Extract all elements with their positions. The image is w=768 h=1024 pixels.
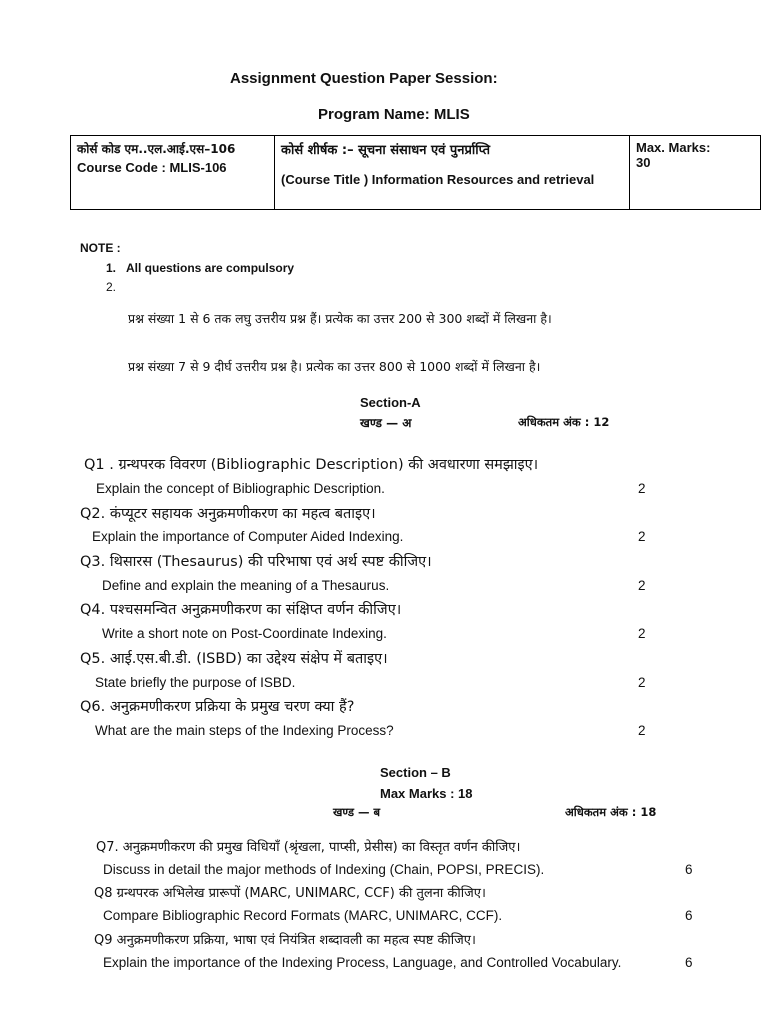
max-marks-value: 30 bbox=[636, 155, 651, 170]
question-1-english: Explain the concept of Bibliographic Description. bbox=[96, 481, 385, 496]
question-6-marks: 2 bbox=[638, 723, 646, 738]
section-a-max-marks: अधिकतम अंक : 12 bbox=[518, 415, 610, 429]
course-title-english: (Course Title ) Information Resources and retrieval bbox=[281, 172, 595, 187]
question-3-marks: 2 bbox=[638, 578, 646, 593]
question-2-marks: 2 bbox=[638, 529, 646, 544]
section-b-max-marks-english: Max Marks : 18 bbox=[380, 786, 473, 801]
paper-title: Assignment Question Paper Session: bbox=[230, 70, 498, 87]
question-5-marks: 2 bbox=[638, 675, 646, 690]
course-code-english: Course Code : MLIS-106 bbox=[77, 160, 227, 175]
note-short-answer-instruction: प्रश्न संख्या 1 से 6 तक लघु उत्तरीय प्रश्न हैं। प्रत्येक का उत्तर 200 से 300 शब्दों में लिखना है। bbox=[128, 311, 552, 326]
question-2-hindi: Q2. कंप्यूटर सहायक अनुक्रमणीकरण का महत्व बताइए। bbox=[80, 506, 376, 522]
question-7-english: Discuss in detail the major methods of Indexing (Chain, POPSI, PRECIS). bbox=[103, 862, 545, 877]
question-3-hindi: Q3. थिसारस (Thesaurus) की परिभाषा एवं अर्थ स्पष्ट कीजिए। bbox=[80, 554, 432, 570]
program-name: Program Name: MLIS bbox=[318, 106, 470, 123]
section-b-max-marks: अधिकतम अंक : 18 bbox=[565, 805, 657, 819]
section-b-khand: खण्ड — ब bbox=[333, 805, 381, 819]
course-code-hindi: कोर्स कोड एम..एल.आई.एस–106 bbox=[77, 142, 236, 156]
question-1-hindi: Q1 . ग्रन्थपरक विवरण (Bibliographic Description) की अवधारणा समझाइए। bbox=[84, 457, 539, 473]
course-title-cell bbox=[275, 136, 630, 210]
note-long-answer-instruction: प्रश्न संख्या 7 से 9 दीर्घ उत्तरीय प्रश्न है। प्रत्येक का उत्तर 800 से 1000 शब्दों में लिखना है। bbox=[128, 359, 541, 374]
question-4-marks: 2 bbox=[638, 626, 646, 641]
question-6-english: What are the main steps of the Indexing Process? bbox=[95, 723, 394, 738]
question-5-english: State briefly the purpose of ISBD. bbox=[95, 675, 296, 690]
question-4-english: Write a short note on Post-Coordinate Indexing. bbox=[102, 626, 387, 641]
question-9-marks: 6 bbox=[685, 955, 693, 970]
question-8-english: Compare Bibliographic Record Formats (MARC, UNIMARC, CCF). bbox=[103, 908, 503, 923]
question-9-english: Explain the importance of the Indexing Process, Language, and Controlled Vocabulary. bbox=[103, 955, 622, 970]
section-b-title: Section – B bbox=[380, 765, 451, 780]
question-3-english: Define and explain the meaning of a Thesaurus. bbox=[102, 578, 390, 593]
question-7-hindi: Q7. अनुक्रमणीकरण की प्रमुख विधियाँ (श्रृंखला, पाप्सी, प्रेसीस) का विस्तृत वर्णन कीजिए। bbox=[96, 840, 521, 855]
section-a-khand: खण्ड — अ bbox=[360, 416, 412, 430]
section-a-title: Section-A bbox=[360, 395, 421, 410]
max-marks-cell bbox=[630, 136, 761, 210]
course-title-hindi: कोर्स शीर्षक :– सूचना संसाधन एवं पुनर्प्राप्ति bbox=[281, 143, 491, 158]
course-code-cell bbox=[71, 136, 275, 210]
note-item-1-number: 1. bbox=[106, 261, 117, 275]
max-marks-label: Max. Marks: bbox=[636, 140, 711, 155]
question-6-hindi: Q6. अनुक्रमणीकरण प्रक्रिया के प्रमुख चरण क्या हैं? bbox=[80, 699, 355, 715]
course-info-table bbox=[70, 135, 761, 210]
question-5-hindi: Q5. आई.एस.बी.डी. (ISBD) का उद्देश्य संक्षेप में बताइए। bbox=[80, 651, 388, 667]
note-item-2-number: 2. bbox=[106, 280, 117, 294]
question-8-hindi: Q8 ग्रन्थपरक अभिलेख प्रारूपों (MARC, UNIMARC, CCF) की तुलना कीजिए। bbox=[94, 886, 486, 901]
question-9-hindi: Q9 अनुक्रमणीकरण प्रक्रिया, भाषा एवं नियंत्रित शब्दावली का महत्व स्पष्ट कीजिए। bbox=[94, 933, 476, 948]
question-2-english: Explain the importance of Computer Aided Indexing. bbox=[92, 529, 404, 544]
question-4-hindi: Q4. पश्चसमन्वित अनुक्रमणीकरण का संक्षिप्त वर्णन कीजिए। bbox=[80, 602, 402, 618]
note-item-1-text: All questions are compulsory bbox=[126, 261, 295, 275]
question-1-marks: 2 bbox=[638, 481, 646, 496]
question-8-marks: 6 bbox=[685, 908, 693, 923]
note-label: NOTE : bbox=[80, 241, 121, 255]
question-7-marks: 6 bbox=[685, 862, 693, 877]
